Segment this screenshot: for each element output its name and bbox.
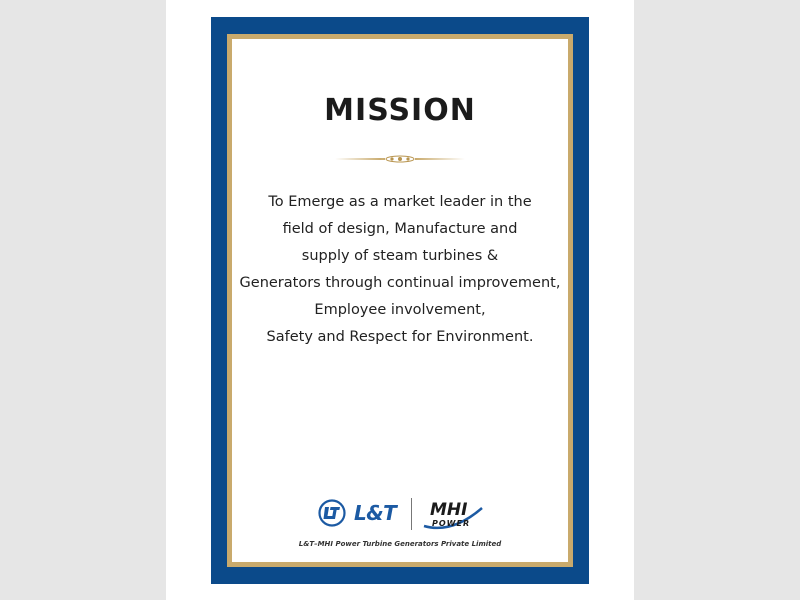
mission-line: Generators through continual improvement, [239, 275, 561, 291]
poster-title: MISSION [324, 93, 476, 128]
mhi-logo-text: MHI [430, 500, 468, 520]
logo-divider [411, 498, 412, 530]
company-name: L&T–MHI Power Turbine Generators Private Limited [298, 540, 502, 548]
mhi-power-logo-icon [422, 496, 488, 534]
mhi-logo-subtext: POWER [432, 519, 471, 528]
mission-line: Safety and Respect for Environment. [266, 329, 534, 345]
ornament-divider-icon [335, 153, 465, 165]
mission-line: Employee involvement, [314, 302, 486, 318]
mission-statement [232, 189, 568, 351]
logo-group [318, 496, 488, 536]
mission-line: To Emerge as a market leader in the [268, 194, 532, 210]
lt-logo-text: L&T [354, 501, 397, 525]
lt-logo-icon [318, 499, 346, 527]
mission-line: supply of steam turbines & [301, 248, 499, 264]
mission-line: field of design, Manufacture and [282, 221, 518, 237]
